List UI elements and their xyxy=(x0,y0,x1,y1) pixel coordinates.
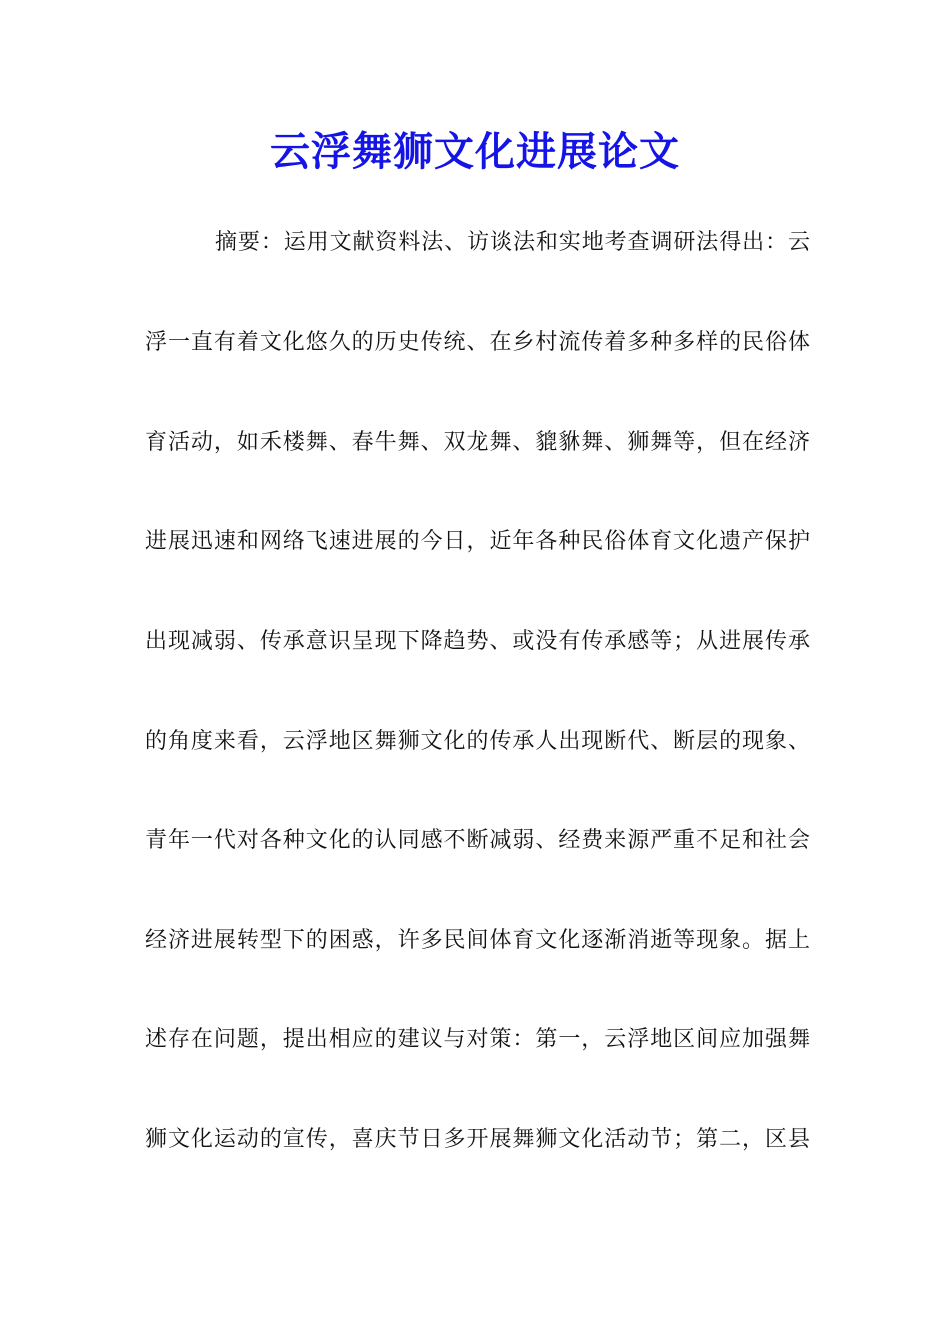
abstract-line: 述存在问题，提出相应的建议与对策：第一，云浮地区间应加强舞 xyxy=(145,1027,810,1052)
abstract-line: 经济进展转型下的困惑，许多民间体育文化逐渐消逝等现象。据上 xyxy=(145,928,810,953)
abstract-line: 进展迅速和网络飞速进展的今日，近年各种民俗体育文化遗产保护 xyxy=(145,529,810,554)
abstract-line: 狮文化运动的宣传，喜庆节日多开展舞狮文化活动节；第二，区县 xyxy=(145,1127,810,1152)
abstract-line: 的角度来看，云浮地区舞狮文化的传承人出现断代、断层的现象、 xyxy=(145,729,810,754)
abstract-line: 摘要：运用文献资料法、访谈法和实地考查调研法得出：云 xyxy=(215,230,810,255)
abstract-line: 浮一直有着文化悠久的历史传统、在乡村流传着多种多样的民俗体 xyxy=(145,330,810,355)
abstract-line: 青年一代对各种文化的认同感不断减弱、经费来源严重不足和社会 xyxy=(145,828,810,853)
abstract-line: 出现减弱、传承意识呈现下降趋势、或没有传承感等；从进展传承 xyxy=(145,629,810,654)
document-title: 云浮舞狮文化进展论文 xyxy=(270,128,680,175)
abstract-line: 育活动，如禾楼舞、春牛舞、双龙舞、貔貅舞、狮舞等，但在经济 xyxy=(145,430,810,455)
